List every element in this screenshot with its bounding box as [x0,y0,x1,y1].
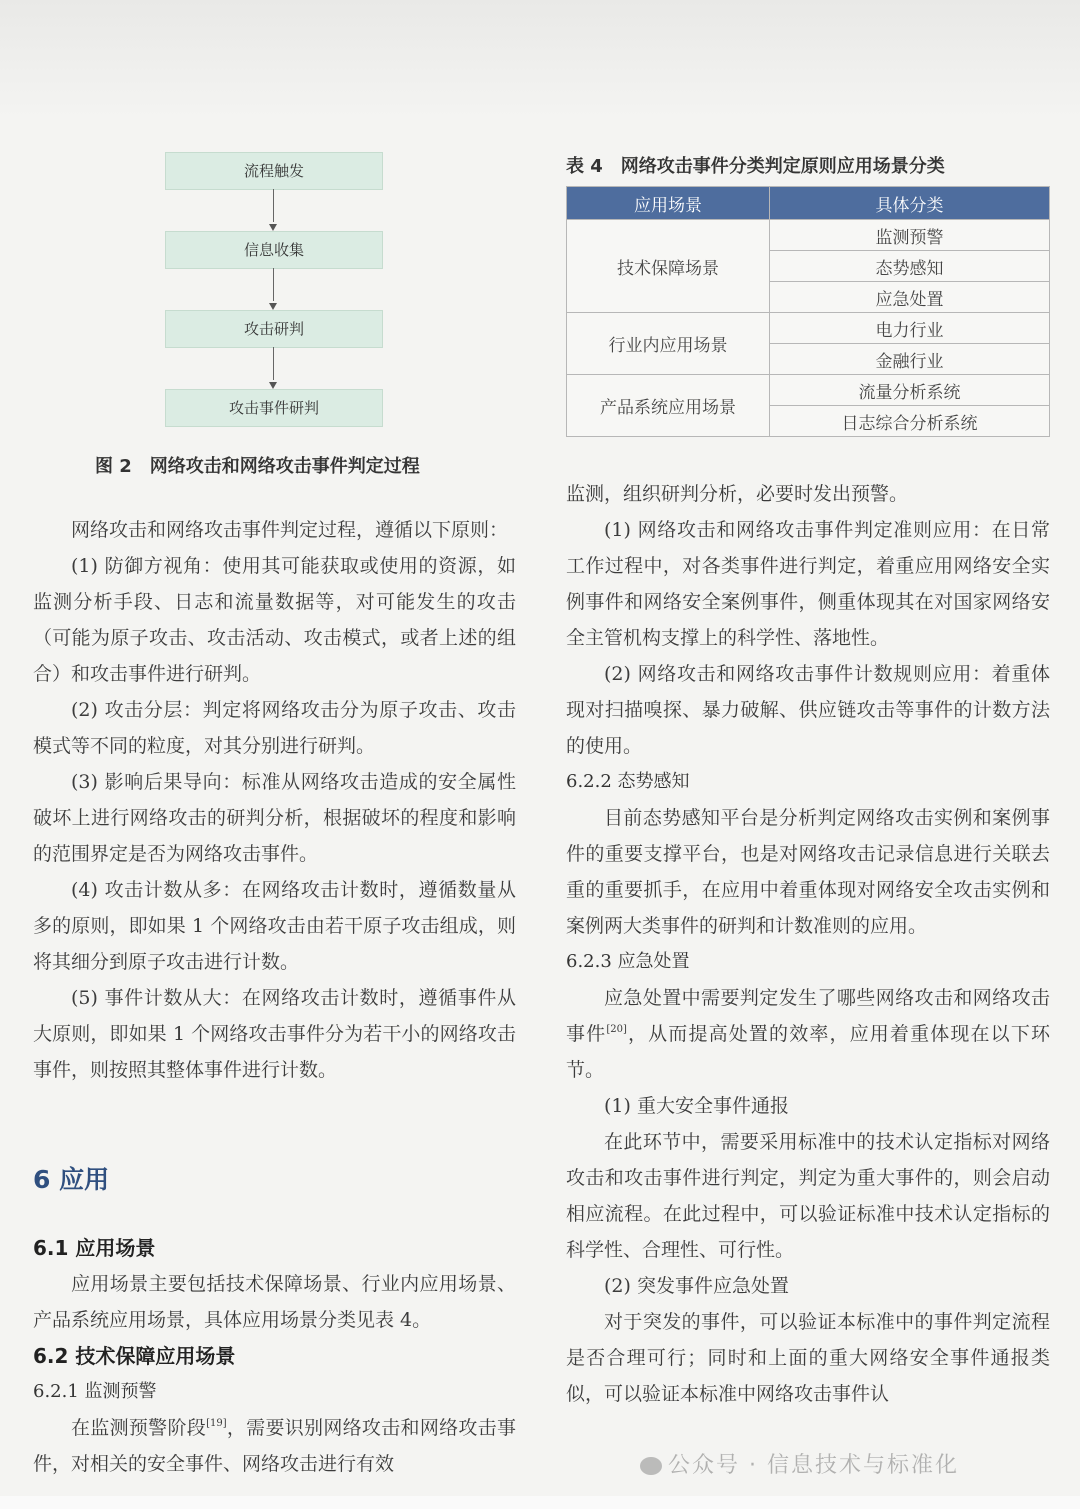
flow-step-trigger: 流程触发 [165,152,383,190]
table-cell: 电力行业 [770,313,1050,344]
text-run: ，需要识别网络攻击和网络攻击事件，对相关的安全事件、网络攻击进行有效 [33,1417,516,1475]
text-run: ，从而提高处置的效率，应用着重体现在以下环节。 [566,1023,1050,1081]
left-column-principles [33,512,516,1088]
table-cell: 应急处置 [770,282,1050,313]
text-run: 应急处置中需要判定发生了哪些网络攻击和网络攻击事件 [566,987,1050,1045]
table-row [567,313,1050,344]
wechat-icon [640,1457,662,1475]
table-header-row [567,187,1050,220]
table-cell: 流量分析系统 [770,375,1050,406]
paragraph: (2) 攻击分层：判定将网络攻击分为原子攻击、攻击模式等不同的粒度，对其分别进行研判。 [33,699,516,757]
flowchart [165,152,383,427]
watermark-text: 公众号 · 信息技术与标准化 [668,1453,959,1478]
heading-6-1: 6.1 应用场景 [33,1236,156,1260]
table-cell-scene: 技术保障场景 [567,220,770,313]
left-column-section6 [33,1230,516,1482]
watermark [640,1448,1060,1482]
citation: [20] [606,1024,627,1035]
figure-caption: 图 2 网络攻击和网络攻击事件判定过程 [95,456,420,477]
table-header: 具体分类 [770,187,1050,220]
paragraph: (2) 网络攻击和网络攻击事件计数规则应用：着重体现对扫描嗅探、暴力破解、供应链攻击等事件的计数方法的使用。 [566,663,1050,757]
table-caption: 表 4 网络攻击事件分类判定原则应用场景分类 [566,156,945,177]
text-run: 在监测预警阶段 [71,1417,207,1439]
section-heading-6: 6 应用 [33,1165,110,1194]
subheading: (1) 重大安全事件通报 [604,1095,789,1117]
paragraph [566,980,1050,1088]
paragraph: 应用场景主要包括技术保障场景、行业内应用场景、产品系统应用场景，具体应用场景分类见表 4。 [33,1273,516,1331]
flow-connector [273,347,274,380]
heading-6-2: 6.2 技术保障应用场景 [33,1344,236,1368]
arrow-down-icon [269,303,277,310]
heading-6-2-2: 6.2.2 态势感知 [566,771,690,792]
flow-step-event-judge: 攻击事件研判 [165,389,383,427]
paragraph: 监测，组织研判分析，必要时发出预警。 [566,483,909,505]
table-cell: 金融行业 [770,344,1050,375]
paragraph: 目前态势感知平台是分析判定网络攻击实例和案例事件的重要支撑平台，也是对网络攻击记录信息进行关联去重的重要抓手，在应用中着重体现对网络安全攻击实例和案例两大类事件的研判和计数准则的应用。 [566,807,1050,937]
flow-connector [273,189,274,222]
flow-step-collect: 信息收集 [165,231,383,269]
table-row [567,375,1050,406]
right-column [566,476,1050,1412]
arrow-down-icon [269,224,277,231]
paragraph: (5) 事件计数从大：在网络攻击计数时，遵循事件从大原则，即如果 1 个网络攻击事件分为若干小的网络攻击事件，则按照其整体事件进行计数。 [33,987,516,1081]
table-cell: 态势感知 [770,251,1050,282]
paragraph: (4) 攻击计数从多：在网络攻击计数时，遵循数量从多的原则，即如果 1 个网络攻击由若干原子攻击组成，则将其细分到原子攻击进行计数。 [33,879,516,973]
table-header: 应用场景 [567,187,770,220]
paragraph: 网络攻击和网络攻击事件判定过程，遵循以下原则： [71,519,509,541]
heading-6-2-3: 6.2.3 应急处置 [566,951,690,972]
arrow-down-icon [269,382,277,389]
scenario-table [566,186,1050,437]
table-cell: 日志综合分析系统 [770,406,1050,437]
heading-6-2-1: 6.2.1 监测预警 [33,1381,157,1402]
citation: [19] [206,1418,227,1429]
flow-step-attack-judge: 攻击研判 [165,310,383,348]
page-top-shadow [0,0,1080,120]
paragraph: 对于突发的事件，可以验证本标准中的事件判定流程是否合理可行；同时和上面的重大网络安全事件通报类似，可以验证本标准中网络攻击事件认 [566,1311,1050,1405]
flow-connector [273,268,274,301]
paragraph: (3) 影响后果导向：标准从网络攻击造成的安全属性破坏上进行网络攻击的研判分析，根据破坏的程度和影响的范围界定是否为网络攻击事件。 [33,771,516,865]
table-row [567,220,1050,251]
table-cell-scene: 产品系统应用场景 [567,375,770,437]
paragraph: (1) 防御方视角：使用其可能获取或使用的资源，如监测分析手段、日志和流量数据等，对可能发生的攻击（可能为原子攻击、攻击活动、攻击模式，或者上述的组合）和攻击事件进行研判。 [33,555,516,685]
table-cell-scene: 行业内应用场景 [567,313,770,375]
paragraph: (1) 网络攻击和网络攻击事件判定准则应用：在日常工作过程中，对各类事件进行判定，着重应用网络安全实例事件和网络安全案例事件，侧重体现其在对国家网络安全主管机构支撑上的科学性、落地性。 [566,519,1050,649]
paragraph [33,1410,516,1482]
subheading: (2) 突发事件应急处置 [604,1275,789,1297]
page-bottom-band [0,1496,1080,1509]
paragraph: 在此环节中，需要采用标准中的技术认定指标对网络攻击和攻击事件进行判定，判定为重大事件的，则会启动相应流程。在此过程中，可以验证标准中技术认定指标的科学性、合理性、可行性。 [566,1131,1050,1261]
table-cell: 监测预警 [770,220,1050,251]
